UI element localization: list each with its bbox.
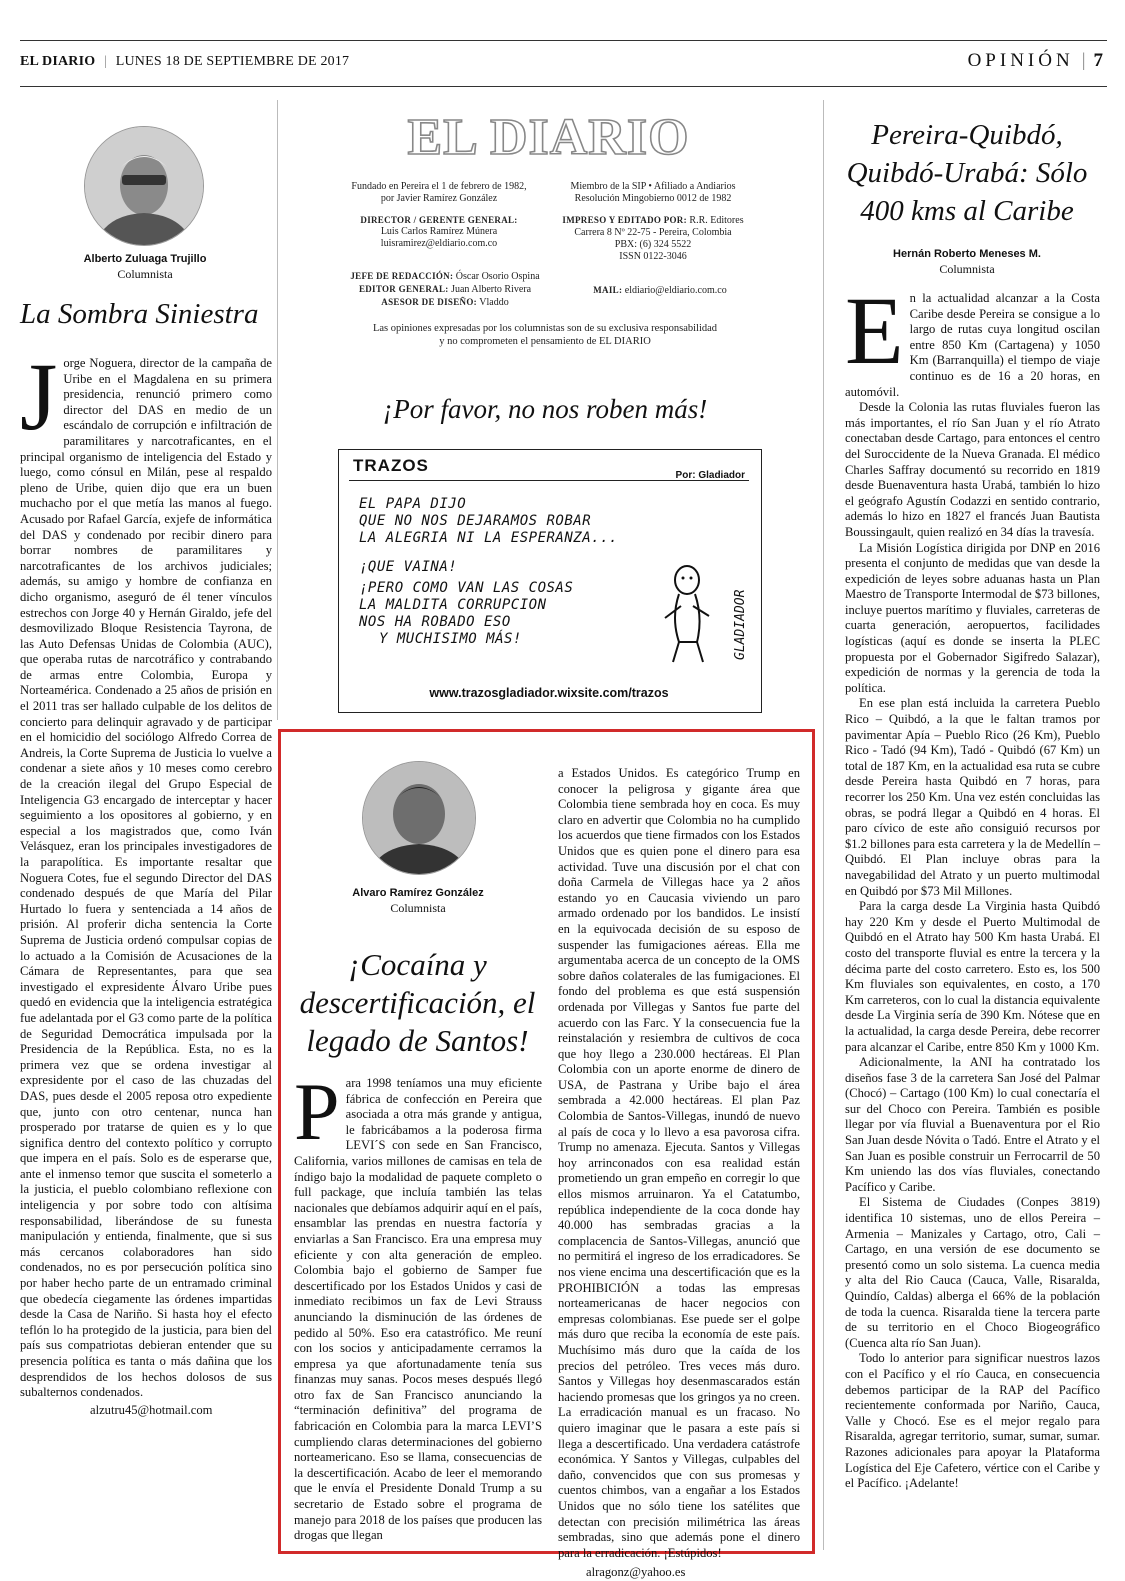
column-body-right xyxy=(845,277,1100,1492)
dateline: EL DIARIO | LUNES 18 DE SEPTIEMBRE DE 2017 xyxy=(20,54,350,69)
founded-line: Fundado en Pereira el 1 de febrero de 1982, xyxy=(351,181,527,192)
paragraph: Para la carga desde La Virginia hasta Quibdó hay 220 Km y desde el Puerto Multimodal de Quibdó en el Atrato hay 500 Km hasta Urabá. El costo del transporte fluvial es entre la tercera y la décima parte del costo carretero. Esto es, los 500 Km fluviales son equivalentes, en costo, a 170 Km carreteros, con lo cual la distancia equivalente desde La Virginia sería de 390 Km. Nótese que en la actualidad, la carga desde Pereira, debe recorrer para alcanzar el Caribe, entre 850 Km y 1000 Km. xyxy=(845,899,1100,1054)
column-title: La Sombra Siniestra xyxy=(20,298,259,330)
paragraph: Todo lo anterior para significar nuestros lazos con el Pacífico y el río Cauca, en consecuencia debemos participar de la RAP del Pacífico recientemente conformada por Nariño, Cauca, Valle y Chocó. Ese es el mejor regalo para Risaralda, agregar territorio, sumar, sumar, sumar. Razones adicionales para apoyar la Plataforma Logística del Eje Cafetero, vértice con el Caribe y el Pacífico. ¡Adelante! xyxy=(845,1351,1100,1491)
drop-cap: J xyxy=(20,343,58,450)
mail-label: MAIL: xyxy=(593,285,623,295)
author-name: Alvaro Ramírez González xyxy=(352,887,484,899)
cartoon-line: Y MUCHISIMO MÁS! xyxy=(379,631,522,647)
author-role: Columnista xyxy=(117,267,173,281)
section-name: OPINIÓN xyxy=(967,50,1074,71)
paragraph: El Sistema de Ciudades (Conpes 3819) identifica 10 sistemas, uno de ellos Pereira – Armenia – Manizales y Cartago, otro, Cali – Cartago, en una versión de ese documento se presentó como un solo sistema. La cuenca media y alta del Rio Cauca (Cauca, Valle, Risaralda, Quindío, Caldas) alberga el 66% de la población de toda la cuenca. Risaralda tiene la tercera parte de su territorio en el Choco Biogeográfico (Cuenca alta río San Juan). xyxy=(845,1195,1100,1350)
disclaimer xyxy=(330,322,760,348)
printed-label: IMPRESO Y EDITADO POR: xyxy=(562,215,687,225)
column-rule-right xyxy=(823,100,824,1550)
masthead-info-right xyxy=(548,181,758,263)
cartoon-text xyxy=(359,496,618,648)
pbx-line: PBX: (6) 324 5522 xyxy=(614,239,692,250)
disclaimer-line-2: y no comprometen el pensamiento de EL DIARIO xyxy=(439,336,651,347)
founder-line: por Javier Ramírez González xyxy=(380,193,498,204)
jefe-label: JEFE DE REDACCIÓN: xyxy=(350,271,454,281)
author-name: Hernán Roberto Meneses M. xyxy=(893,248,1041,260)
column-title xyxy=(836,116,1098,230)
editorial-title: ¡Por favor, no nos roben más! xyxy=(382,394,708,424)
paragraph: La Misión Logística dirigida por DNP en 2016 presenta el conjunto de medidas que van desde la expedición de leyes sobre aduanas hasta un Plan Maestro de Transporte Intermodal de $73 billones, incluye puertos marítimo y fluviales, carreteras de cuarta generación, aeropuertos, facilidades logísticas (aquí es donde se inserta la PLEC propuesta por el Gobernador Sigifredo Salazar), expedición de normas y la gerencia de toda la política. xyxy=(845,540,1100,695)
cartoon-byline: Por: Gladiador xyxy=(675,470,745,481)
author-email[interactable]: alragonz@yahoo.es xyxy=(586,1565,686,1580)
director-email[interactable]: luisramirez@eldiario.com.co xyxy=(380,238,498,249)
cartoon-trazos xyxy=(338,449,762,713)
section-label: OPINIÓN | 7 xyxy=(967,50,1103,71)
editor-name: Juan Alberto Rivera xyxy=(451,284,532,295)
cartoon-figure-icon xyxy=(657,558,717,668)
issn-line: ISSN 0122-3046 xyxy=(619,251,687,262)
cartoon-divider xyxy=(349,480,749,481)
cartoon-line: ¡QUE VAINA! xyxy=(359,559,458,575)
signature-text: GLADIADOR xyxy=(733,589,748,660)
author-photo-ramirez xyxy=(362,761,476,875)
disclaimer-line-1: Las opiniones expresadas por los columnistas son de su exclusiva responsabilidad xyxy=(372,323,718,334)
paragraph: Adicionalmente, la ANI ha contratado los diseños fase 3 de la carretera San José del Palmar (Chocó) – Cartago (100 Km) lo cual conectaría el sur del Choco con Pereira. También es posible llegar por vía fluvial a Buenaventura por el Rio San Juan desde Nóvita o Tadó. Entre el Atrato y el San Juan es posible construir un Ferrocarril de 50 Km uniendo las dos vías fluviales, conectando Pacífico y Caribe. xyxy=(845,1055,1100,1194)
drop-cap: P xyxy=(294,1066,340,1157)
paragraph: ara 1998 teníamos una muy eficiente fábrica de confección en Pereira que asociada a otra más grande y antigua, le fabricábamos a la poderosa firma LEVI´S con sede en San Francisco, California, varios millones de camisas en tela de índigo bajo la modalidad de paquete completo o full package, que incluía también las telas nacionales que debíamos adquirir aquí en el país, ensamblar las prendas en nuestra factoría y enviarlas a San Francisco. Era una empresa muy eficiente y con alta generación de empleo. Colombia bajo el gobierno de Samper fue descertificado por los Estados Unidos y casi de inmediato recibimos un fax de Levi Strauss anunciando la disminución de las órdenes de pedido al 50%. Eso era catastrófico. Me reuní con los socios y anticipadamente cerramos la empresa ya que afortunadamente tenía sus finanzas muy sanas. Pocos meses después llegó otro fax de San Francisco anunciando la “terminación definitiva” del programa de fabricación en Colombia para la marca LEVI’S cumpliendo claras determinaciones del gobierno norteamericano. Eso se llama, consecuencias de la descertificación. Acabo de leer el memorando que le envía el Presidente Donald Trump a su secretario de Estado sobre el programa de manejo para 2018 de los países que producen las drogas que llegan xyxy=(294,1076,542,1543)
paragraph: orge Noguera, director de la campaña de Uribe en el Magdalena en su primera presidencia, renunció primero como director del DAS en medio de un escándalo de corrupción e infiltración de paramilitares y narcotraficantes, en el principal organismo de inteligencia del Estado y luego, como cónsul en Milán, pese al respaldo pleno de Uribe, quien dijo que era un buen muchacho por el que metía las manos al fuego. Acusado por Rafael García, exjefe de informática del DAS y condenado por recibir dinero para borrar nombres de paramilitares y narcotraficantes de los archivos judiciales; además, su amigo y hombre de confianza en dicho organismo, aseguró de él tener vínculos estrechos con Jorge 40 y Hernán Giraldo, jefe del desmovilizado Bloque Resistencia Tayrona, de las Auto Defensas Unidas de Colombia (AUC), que operaba rutas de narcotráfico y contrabando de armas entre Colombia, Europa y Norteamérica. Condenado a 25 años de prisión en el 2011 tras ser hallado culpable de los delitos de concierto para delinquir agravado y de participar en el homicidio del sociólogo Alfredo Correa de Andreis, la Corte Suprema de Justicia lo vuelve a condenar a siete años y 10 meses como cerebro de la creación ilegal del Grupo Especial de Inteligencia G3 encargado de interceptar y hacer seguimiento a los opositores al gobierno, y en especial a los magistrados que, como Iván Velásquez, eran los principales investigadores de la parapolítica. Es importante resaltar que Noguera Cotes, fue el segundo Director del DAS condenado después de que María del Pilar Hurtado lo fuera y sentenciada a 14 años de prisión. Al proferir dicha sentencia la Corte Suprema de Justicia ordenó compulsar copias de lo actuado a la Comisión de Acusaciones de la Cámara de Representantes, para que sea investigado el expresidente Álvaro Uribe pues quedó en evidencia que la inteligencia estratégica fue adelantada por el G3 como parte de la política de Seguridad Democrática impulsada por la Presidencia de la República. Esta, no es la primera vez que se ordena investigar al expresidente por el caso de las chuzadas del DAS, pues desde el 2005 reposa otro expediente que, junto con otro centenar, nunca han prosperado por tratarse de quien es y lo que significa dentro del contexto político y corrupto que impera en el país. Solo es de esperarse que, ante el inmenso temor que suscita el someterlo a la justicia, el pueblo colombiano reflexione con inteligencia y por sobre todo con altísima responsabilidad, liberándose de su funesta manipulación y entienda, finalmente, que si sus más cercanos colaboradores han sido condenados, no es por persecución política sino por haber hecho parte de un entramado criminal que obedecía ciegamente las órdenes impartidas desde la Casa de Nariño. Si hasta hoy el efecto teflón lo ha protegido de la justicia, para bien del país sus compatriotas debieran entender que su presencia política es tanta o más dañina que los desprendidos de los hechos dolosos de sus subalternos condenados. xyxy=(20,356,272,1400)
cartoon-line: ¡PERO COMO VAN LAS COSAS xyxy=(359,580,574,596)
title-line: descertificación, el xyxy=(299,985,536,1020)
cartoon-signature xyxy=(733,530,753,680)
header-top-rule xyxy=(20,40,1107,41)
director-label: DIRECTOR / GERENTE GENERAL: xyxy=(360,215,518,225)
jefe-name: Óscar Osorio Ospina xyxy=(455,271,540,282)
cartoon-url[interactable]: www.trazosgladiador.wixsite.com/trazos xyxy=(429,686,669,700)
paragraph: n la actualidad alcanzar a la Costa Caribe desde Pereira se consigue a lo largo de rutas cuya longitud oscilan entre 850 Km (Cartagena) y 1050 Km (Barranquilla) el tiempo de viaje continuo es de 16 a 20 horas, en automóvil. xyxy=(845,291,1100,399)
printed-by: R.R. Editores xyxy=(689,215,744,226)
paragraph: Desde la Colonia las rutas fluviales fueron las más importantes, el río San Juan y el río Atrato conectaban desde Cartago, para entonces el centro del Suroccidente de la Nueva Granada. El médico Charles Saffray documentó su recorrido en 1819 desde Buenaventura hasta Urabá, también lo hizo el geógrafo Agustín Codazzi en sentido contrario, además lo hizo en 1827 el francés Juan Bautista Boussingault, quien realizó en 34 días la travesía. xyxy=(845,400,1100,539)
paper-name: EL DIARIO xyxy=(20,54,96,69)
title-line: Quibdó-Urabá: Sólo xyxy=(846,157,1088,189)
column-body-center-2 xyxy=(558,766,800,1581)
author-role: Columnista xyxy=(390,901,446,915)
column-body-left xyxy=(20,343,272,1418)
masthead-mail xyxy=(560,284,760,297)
masthead-logo: EL DIARIO xyxy=(407,109,690,166)
drop-cap: E xyxy=(845,277,904,384)
cartoon-line: EL PAPA DIJO xyxy=(359,496,467,512)
resolution-line: Resolución Mingobierno 0012 de 1982 xyxy=(574,193,732,204)
cartoon-line: LA MALDITA CORRUPCION xyxy=(359,597,547,613)
paragraph: En ese plan está incluida la carretera Pueblo Rico – Quibdó, a la que le faltan tramos por pavimentar Apía – Pueblo Rico (26 Km), Pueblo Rico - Tadó (94 Km), Tadó - Quibdó (67 Km) un total de 187 Km, en la actualidad esa ruta se cubre desde Pereira hasta Quibdó en 7 horas, para recorrer los 250 Km. Una vez estén concluidas las obras, se podrá llegar a Quibdó en 4 horas. El paro cívico de este año consiguió recursos por $1.2 billones para esta carretera y la de Medellín – Quibdó. El Plan incluye obras para la navegabilidad del Atrato y un puerto multimodal en Quibdó por $73 Mil Millones. xyxy=(845,696,1100,898)
column-body-center-1 xyxy=(294,1066,542,1544)
column-rule-left xyxy=(277,100,278,720)
title-line: ¡Cocaína y xyxy=(348,947,487,982)
asesor-name: Vladdo xyxy=(479,297,509,308)
title-line: Pereira-Quibdó, xyxy=(871,119,1063,151)
title-line: 400 kms al Caribe xyxy=(860,195,1074,227)
cartoon-line: QUE NO NOS DEJARAMOS ROBAR xyxy=(359,513,592,529)
cartoon-line: LA ALEGRIA NI LA ESPERANZA... xyxy=(359,530,618,546)
column-title xyxy=(290,946,545,1060)
cartoon-brand: TRAZOS xyxy=(353,456,429,475)
page-number: 7 xyxy=(1093,50,1103,71)
title-line: legado de Santos! xyxy=(306,1023,529,1058)
director-name: Luis Carlos Ramírez Múnera xyxy=(380,226,498,237)
header-bottom-rule xyxy=(20,86,1107,87)
author-photo-zuluaga xyxy=(84,126,204,246)
membership-line: Miembro de la SIP • Afiliado a Andiarios xyxy=(570,181,736,192)
mail-address[interactable]: eldiario@eldiario.com.co xyxy=(624,285,727,296)
asesor-label: ASESOR DE DISEÑO: xyxy=(381,297,477,307)
issue-date: LUNES 18 DE SEPTIEMBRE DE 2017 xyxy=(115,54,350,69)
masthead-staff xyxy=(340,270,550,309)
editor-label: EDITOR GENERAL: xyxy=(358,284,449,294)
author-role: Columnista xyxy=(939,262,995,276)
author-email[interactable]: alzutru45@hotmail.com xyxy=(90,1402,213,1417)
masthead-info-left xyxy=(330,181,548,250)
paragraph: a Estados Unidos. Es categórico Trump en conocer la peligrosa y gigante área que Colombia tiene sembrada hoy en coca. Es muy claro en advertir que Colombia no ha cumplido los acuerdos que tiene firmados con los Estados Unidos que es quien pone el dinero para esa actividad. Tuve una discusión por el chat con doña Carmela de Villegas hace ya 2 años estando yo en Caucasia viviendo un paro armado ordenado por los bandidos. Le insistí en la equivocada decisión de su esposo de suspender las fumigaciones aéreas. Ella me argumentaba acerca de un concepto de la OMS sobre daños colaterales de las fumigaciones. El fondo del problema es que está suspensión ordenada por Villegas y Santos fue parte del acuerdo con las Farc. Y la consecuencia fue la reinstalación y resiembra de cultivos de coca que hoy llego a 230.000 hectáreas. El Plan Colombia con un aporte enorme de dinero de USA, de Pastrana y Uribe bajo el área sembrada a 42.000 hectáreas. El plan Paz Colombia de Santos-Villegas, inundó de nuevo al país de coca y lo llevo a esa pavorosa cifra. Trump no amenaza. Ejecuta. Santos y Villegas hoy arrinconados con esa realidad están prometiendo un gran empeño en corregir lo que ellos mismos arruinaron. Ya el Catatumbo, república independiente de la coca donde hay 40.000 has sembradas gracias a la complacencia de Santos-Villegas, anunció que no permitirá el ingreso de los erradicadores. Se nos viene encima una descertificación que es la PROHIBICIÓN a todas las empresas norteamericanas de hacer negocios con empresas colombianas. Ese puede ser el golpe más duro que reciba la economía de este país. Muchísimo más duro que la caída de los precios del petróleo. Tres veces más duro. Santos y Villegas hoy desenmascarados están haciendo promesas que los gringos ya no creen. La erradicación manual es un fracaso. No quiero imaginar que le pasara a este país si llega a descertificado. Una verdadera catástrofe económica. Y Santos y Villegas, culpables del daño, convencidos que con sus promesas y cuentos chimbos, van a engañar a los Estados Unidos que no sólo tiene los satélites que detectan con precisión milimétrica las áreas sembradas, sino que además pone el dinero para la erradicación. ¡Estúpidos! xyxy=(558,766,800,1560)
address-line: Carrera 8 Nº 22-75 - Pereira, Colombia xyxy=(574,227,732,238)
cartoon-line: NOS HA ROBADO ESO xyxy=(359,614,511,630)
author-name: Alberto Zuluaga Trujillo xyxy=(83,253,207,265)
